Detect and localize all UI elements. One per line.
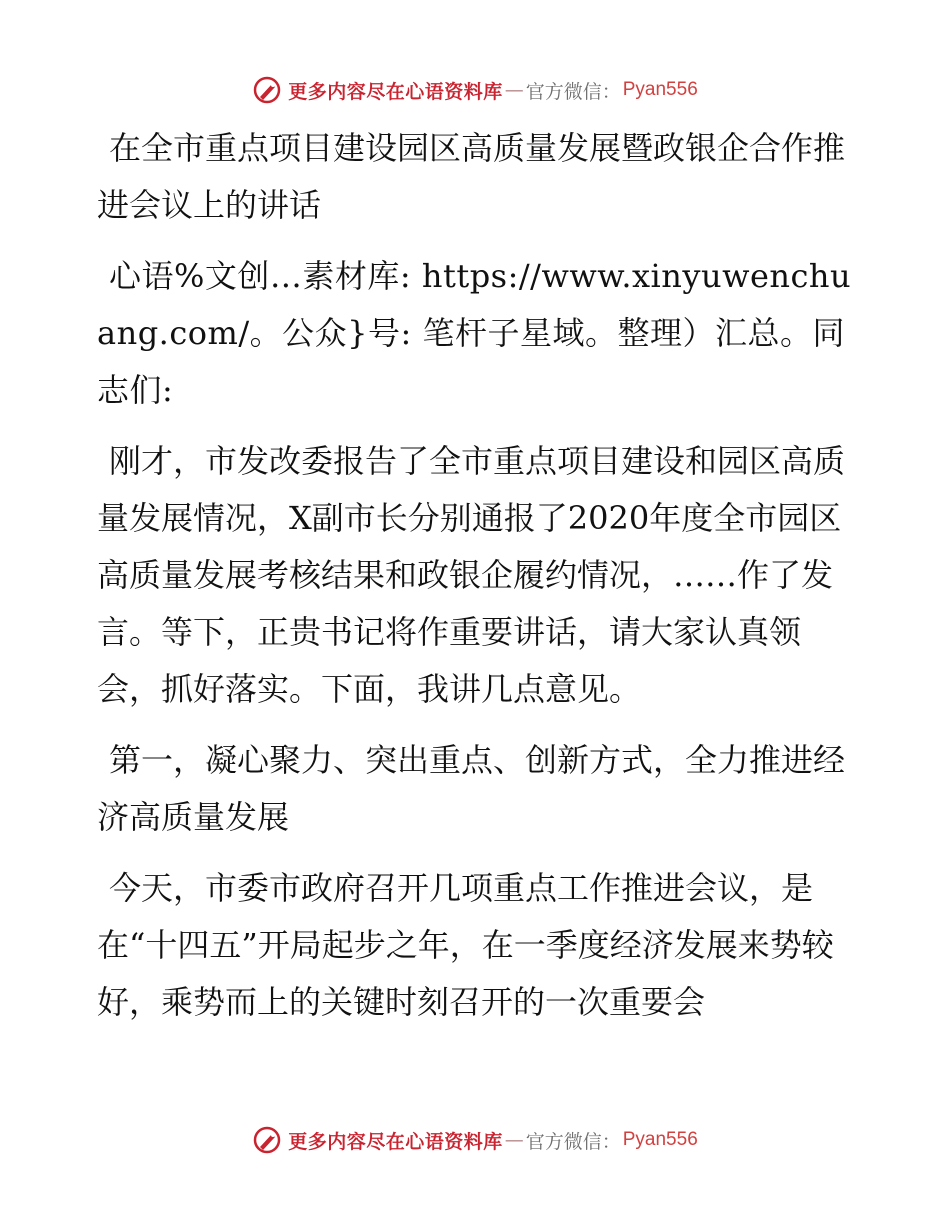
footer-banner: [0, 1120, 950, 1160]
document-body: [97, 120, 857, 1045]
banner-wechat-id: Pyan556: [622, 79, 698, 100]
banner-dash: —: [504, 1129, 524, 1151]
paragraph-today: 今天，市委市政府召开几项重点工作推进会议，是在“十四五”开局起步之年，在一季度经济发展来势较好，乘势而上的关键时刻召开的一次重要会: [97, 869, 834, 1021]
document-title: 在全市重点项目建设园区高质量发展暨政银企合作推进会议上的讲话: [97, 129, 846, 224]
banner-wechat-label: 官方微信：: [525, 80, 621, 103]
pen-nib-logo-icon: [252, 1125, 282, 1155]
header-banner: [0, 70, 950, 110]
banner-wechat-label: 官方微信：: [525, 1130, 621, 1153]
section-heading-first: 第一，凝心聚力、突出重点、创新方式，全力推进经济高质量发展: [97, 741, 846, 836]
pen-nib-logo-icon: [252, 75, 282, 105]
banner-text: 更多内容尽在心语资料库: [288, 1130, 503, 1153]
banner-wechat-id: Pyan556: [622, 1129, 698, 1150]
paragraph-source: 心语%文创…素材库: https://www.xinyuwenchuang.com/。公众}号: 笔杆子星域。整理）汇总。同志们:: [97, 257, 852, 409]
banner-text: 更多内容尽在心语资料库: [288, 80, 503, 103]
paragraph-intro: 刚才，市发改委报告了全市重点项目建设和园区高质量发展情况，X副市长分别通报了2020年度全市园区高质量发展考核结果和政银企履约情况，……作了发言。等下，正贵书记将作重要讲话，请大家认真领会，抓好落实。下面，我讲几点意见。: [97, 442, 846, 708]
banner-dash: —: [504, 79, 524, 101]
